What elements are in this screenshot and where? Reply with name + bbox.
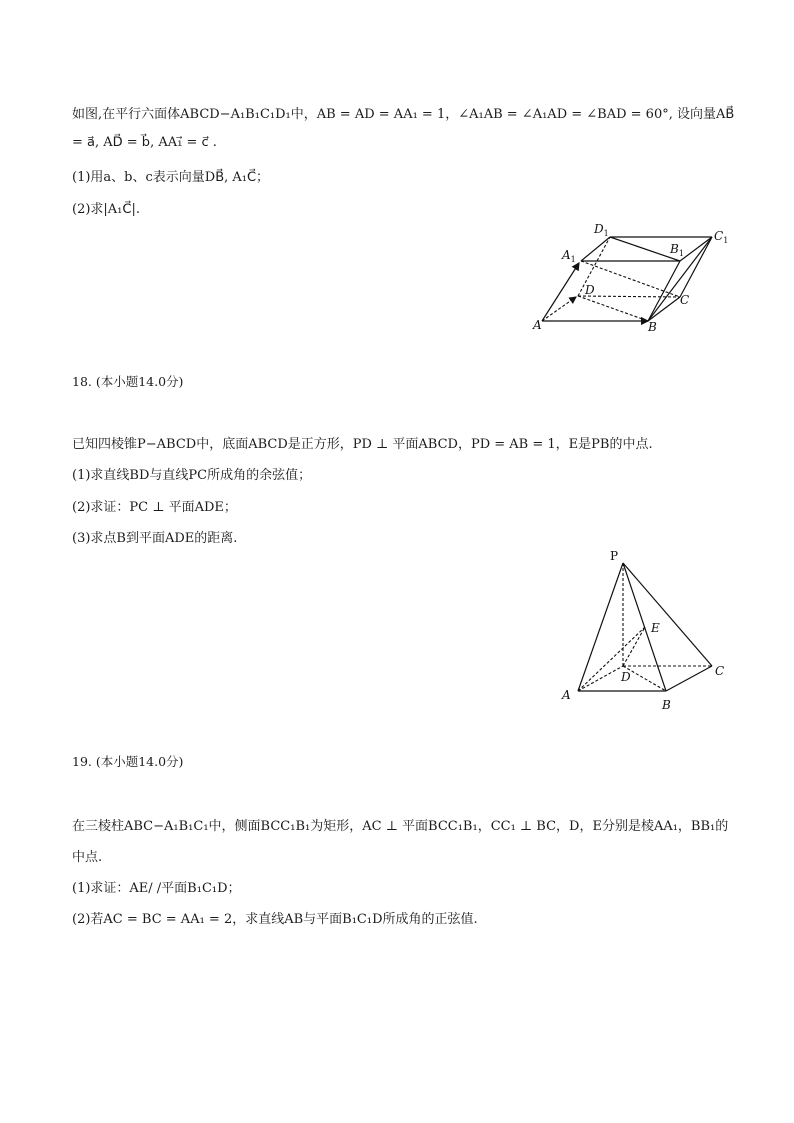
q19-stem-line1: 在三棱柱ABC−A₁B₁C₁中，侧面BCC₁B₁为矩形，AC ⊥ 平面BCC₁B₁，CC₁ ⊥ BC，D，E分别是棱AA₁，BB₁的	[72, 819, 729, 834]
q17-part1: (1)用a、b、c表示向量DB⃗, A₁C⃗；	[72, 170, 270, 185]
q18-stem: 已知四棱锥P−ABCD中，底面ABCD是正方形，PD ⊥ 平面ABCD，PD = AB = 1，E是PB的中点.	[72, 437, 653, 452]
q19-part1: (1)求证：AE/ /平面B₁C₁D；	[72, 881, 241, 896]
pyramid-figure	[555, 545, 745, 715]
label-D1: $D_1$	[594, 222, 609, 238]
q18-part1: (1)求直线BD与直线PC所成角的余弦值；	[72, 468, 312, 483]
q17-part2: (2)求|A₁C⃗|.	[72, 202, 140, 217]
q18-part2: (2)求证：PC ⊥ 平面ADE；	[72, 500, 237, 515]
label-C1: $C_1$	[714, 229, 729, 245]
label-C: C	[680, 293, 690, 307]
q19-part2: (2)若AC = BC = AA₁ = 2，求直线AB与平面B₁C₁D所成角的正弦值.	[72, 912, 478, 927]
label-P: P	[610, 549, 619, 563]
label-B: B	[648, 320, 657, 334]
q17-stem-line1: 如图,在平行六面体ABCD−A₁B₁C₁D₁中，AB = AD = AA₁ = 1，∠A₁AB = ∠A₁AD = ∠BAD = 60°, 设向量AB⃗	[72, 107, 735, 122]
label-E: E	[651, 621, 660, 635]
parallelepiped-figure	[530, 222, 740, 337]
q18-part3: (3)求点B到平面ADE的距离.	[72, 531, 238, 546]
q18-header: 18. (本小题14.0分)	[72, 374, 184, 389]
label-C: C	[715, 664, 725, 678]
label-B1: $B_1$	[670, 242, 684, 258]
q19-stem-line2: 中点.	[72, 850, 103, 865]
q19-header: 19. (本小题14.0分)	[72, 754, 184, 769]
label-A: A	[533, 318, 542, 332]
label-D: D	[585, 283, 595, 297]
label-A: A	[562, 688, 571, 702]
label-A1: $A_1$	[562, 248, 576, 264]
label-D: D	[621, 670, 631, 684]
q17-stem-line2: = a⃗, AD⃗ = b⃗, AA₁⃗ = c⃗ .	[72, 135, 217, 150]
label-B: B	[662, 698, 671, 712]
